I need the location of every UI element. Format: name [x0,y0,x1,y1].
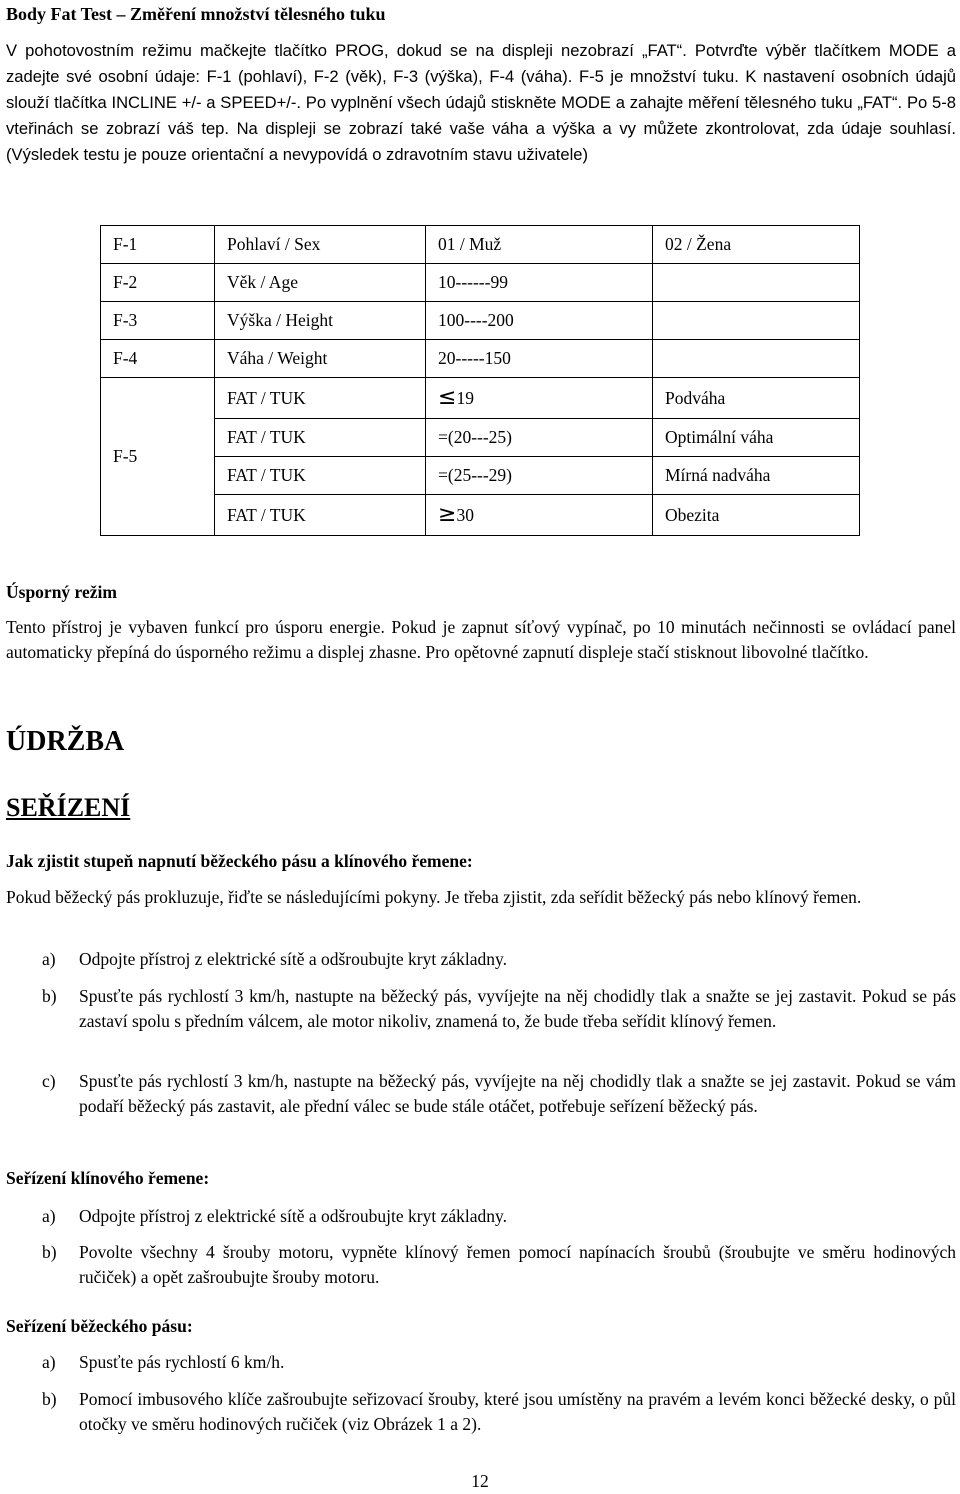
row-code: F-4 [101,340,215,378]
vbelt-heading: Seřízení klínového řemene: [6,1168,210,1188]
row-code: F-2 [101,264,215,302]
row-name: Věk / Age [215,264,426,302]
row-extra [653,302,860,340]
row-result: Mírná nadváha [653,457,860,495]
vbelt-list [6,1240,956,1289]
vbelt-list [6,1204,956,1229]
tension-intro: Pokud běžecký pás prokluzuje, řiďte se následujícími pokyny. Je třeba zjistit, zda seřídit běžecký pás nebo klínový řemen. [6,887,862,907]
belt-heading: Seřízení běžeckého pásu: [6,1316,193,1336]
row-result: Obezita [653,495,860,536]
list-text: Spusťte pás rychlostí 3 km/h, nastupte na běžecký pás, vyvíjejte na něj chodidly tlak a snažte se jej zastavit. Pokud se pás zastaví spolu s předním válcem, ale motor nikoliv, znamená to, že bude třeba seřídit klínový řemen. [79,986,956,1031]
row-name: FAT / TUK [215,495,426,536]
row-name: FAT / TUK [215,457,426,495]
table-row [101,495,860,536]
list-text: Pomocí imbusového klíče zašroubujte seřizovací šrouby, které jsou umístěny na pravém a levém konci běžecké desky, o půl otočky ve směru hodinových ručiček (viz Obrázek 1 a 2). [79,1389,956,1434]
adjustment-heading: SEŘÍZENÍ [6,793,131,822]
table-row [101,378,860,419]
table-row [101,340,860,378]
row-value: 100----200 [426,302,653,340]
list-item [6,1204,956,1229]
list-item [6,1387,956,1436]
row-code: F-1 [101,226,215,264]
list-text: Odpojte přístroj z elektrické sítě a odšroubujte kryt základny. [79,1206,507,1226]
value-number: 19 [456,387,474,408]
row-value: =(20---25) [426,419,653,457]
list-text: Spusťte pás rychlostí 6 km/h. [79,1352,285,1372]
greater-equal-symbol: ≥ [438,501,457,527]
table-row [101,457,860,495]
row-code-f5: F-5 [101,378,215,536]
row-name: FAT / TUK [215,419,426,457]
less-equal-symbol: ≤ [438,384,457,410]
list-text: Odpojte přístroj z elektrické sítě a odšroubujte kryt základny. [79,949,507,969]
row-name: Váha / Weight [215,340,426,378]
fat-settings-table [100,225,860,536]
list-label: b) [42,1242,57,1262]
tension-list [6,1069,956,1118]
row-value: 10------99 [426,264,653,302]
row-name: Výška / Height [215,302,426,340]
row-result: Podváha [653,378,860,419]
list-label: a) [42,1206,56,1226]
value-number: 30 [456,504,474,525]
belt-list [6,1387,956,1436]
table-row [101,302,860,340]
row-result: Optimální váha [653,419,860,457]
table-row [101,264,860,302]
row-value [426,495,653,536]
row-extra: 02 / Žena [653,226,860,264]
intro-paragraph: V pohotovostním režimu mačkejte tlačítko PROG, dokud se na displeji nezobrazí „FAT“. Potvrďte výběr tlačítkem MODE a zadejte své osobní údaje: F-1 (pohlaví), F-2 (věk), F-3 (výška), F-4 (váha). F-5 je množství tuku. K nastavení osobních údajů slouží tlačítka INCLINE +/- a SPEED+/-. Po vyplnění všech údajů stiskněte MODE a zahajte měření tělesného tuku „FAT“. Po 5-8 vteřinách se zobrazí váš tep. Na displeji se zobrazí také vaše váha a výška a vy můžete zkontrolovat, zda údaje souhlasí. (Výsledek testu je pouze orientační a nevypovídá o zdravotním stavu uživatele) [6,41,956,164]
list-label: a) [42,1352,56,1372]
belt-list [6,1350,956,1375]
list-label: c) [42,1071,56,1091]
saving-mode-heading: Úsporný režim [6,582,117,602]
list-item [6,1069,956,1118]
list-item [6,1350,956,1375]
list-label: a) [42,949,56,969]
row-extra [653,264,860,302]
table-row [101,419,860,457]
saving-mode-paragraph: Tento přístroj je vybaven funkcí pro úsporu energie. Pokud je zapnut síťový vypínač, po 10 minutách nečinnosti se ovládací panel automaticky přepíná do úsporného režimu a displej zhasne. Pro opětovné zapnutí displeje stačí stisknout libovolné tlačítko. [6,617,956,662]
list-item [6,1240,956,1289]
list-item [6,947,956,972]
list-label: b) [42,1389,57,1409]
row-value: 01 / Muž [426,226,653,264]
row-value [426,378,653,419]
row-value: =(25---29) [426,457,653,495]
tension-heading: Jak zjistit stupeň napnutí běžeckého pásu a klínového řemene: [6,851,473,871]
tension-list [6,984,956,1033]
row-name: Pohlaví / Sex [215,226,426,264]
row-value: 20-----150 [426,340,653,378]
list-item [6,984,956,1033]
list-text: Spusťte pás rychlostí 3 km/h, nastupte na běžecký pás, vyvíjejte na něj chodidly tlak a snažte se jej zastavit. Pokud se vám podaří běžecký pás zastavit, ale přední válec se bude stále otáčet, potřebuje seřízení běžecký pás. [79,1071,956,1116]
list-label: b) [42,986,57,1006]
section-title-body-fat: Body Fat Test – Změření množství tělesného tuku [6,4,386,24]
tension-list [6,947,956,972]
table-row [101,226,860,264]
page-number: 12 [471,1471,489,1491]
row-extra [653,340,860,378]
row-name: FAT / TUK [215,378,426,419]
maintenance-heading: ÚDRŽBA [6,726,125,757]
row-code: F-3 [101,302,215,340]
list-text: Povolte všechny 4 šrouby motoru, vypněte klínový řemen pomocí napínacích šroubů (šroubujte ve směru hodinových ručiček) a opět zašroubujte šrouby motoru. [79,1242,956,1287]
